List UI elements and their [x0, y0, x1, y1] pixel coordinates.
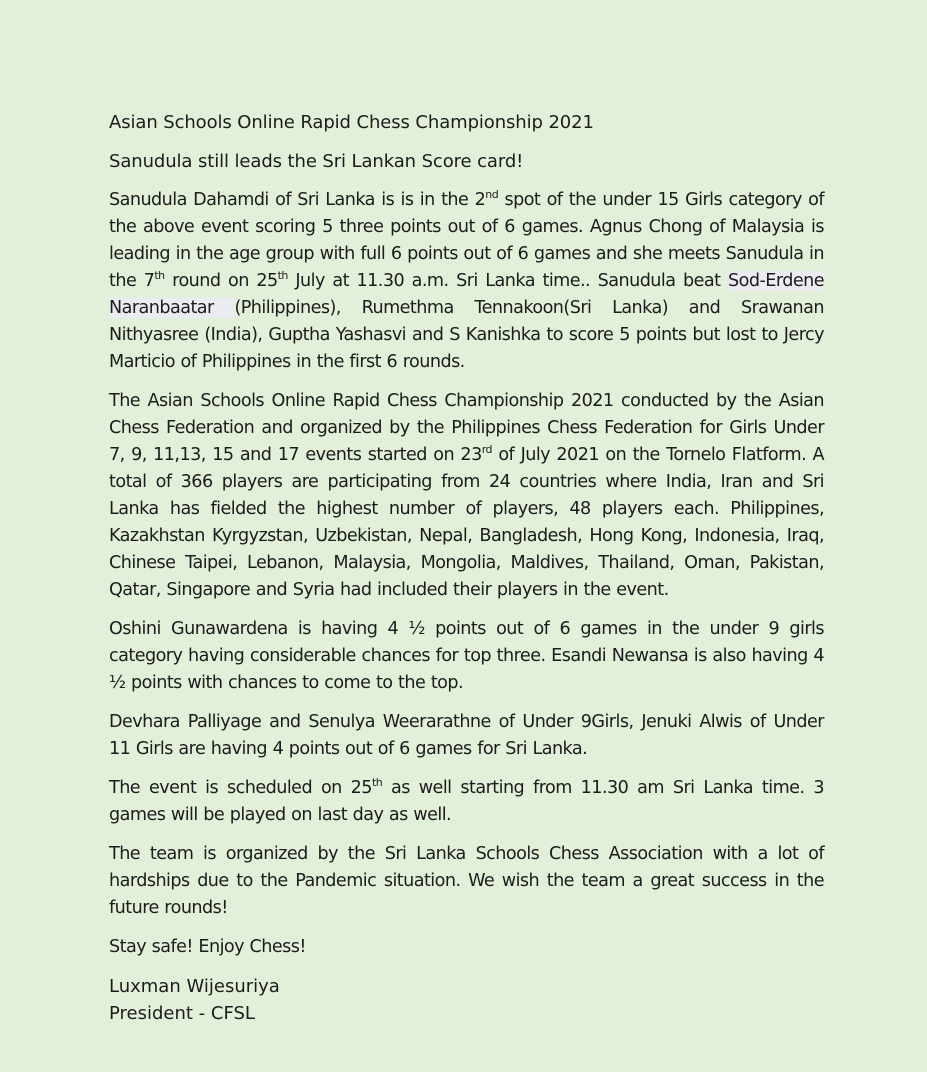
ordinal-suffix: th [277, 269, 288, 282]
p5-text-a: The event is scheduled on 25 [109, 778, 372, 798]
ordinal-suffix: th [154, 269, 165, 282]
ordinal-suffix: rd [481, 443, 492, 456]
paragraph-6: The team is organized by the Sri Lanka Schools Chess Association with a lot of hardships due to the Pandemic situation. We wish the team a great success in the future rounds! [109, 844, 824, 918]
closing-line: Stay safe! Enjoy Chess! [109, 937, 306, 957]
p1-text-e: (Philippines), Rumethma Tennakoon(Sri Lanka) and Srawanan Nithyasree (India), Guptha Yashasvi and S Kanishka to score 5 points but lost to Jercy Marticio of Philippines in the first 6 rounds. [109, 298, 824, 372]
p2-text-a: The Asian Schools Online Rapid Chess Championship 2021 conducted by the Asian Chess Federation and organized by the Philippines Chess Federation for Girls Under 7, 9, 11,13, 15 and 17 events started on 23 [109, 391, 824, 465]
p1-text-c: round on 25 [164, 271, 278, 291]
p1-text-b: spot of the under 15 Girls category of the above event scoring 5 three points out of 6 games. Agnus Chong of Malaysia is leading in the age group with full 6 points out of 6 games and she meets Sanudula in the 7 [109, 190, 824, 291]
p5-text-b: as well starting from 11.30 am Sri Lanka time. 3 games will be played on last day as well. [109, 778, 824, 825]
signature-role: President - CFSL [109, 1003, 255, 1024]
paragraph-2 [109, 388, 824, 604]
paragraph-5 [109, 775, 824, 829]
p1-text-a: Sanudula Dahamdi of Sri Lanka is is in the 2 [109, 190, 486, 210]
ordinal-suffix: th [371, 776, 383, 789]
article-subtitle: Sanudula still leads the Sri Lankan Score card! [109, 151, 524, 172]
p2-text-b: of July 2021 on the Tornelo Flatform. A total of 366 players are participating from 24 countries where India, Iran and Sri Lanka has fielded the highest number of players, 48 players each. Philippines, Kazakhstan Kyrgyzstan, Uzbekistan, Nepal, Bangladesh, Hong Kong, Indonesia, Iraq, Chinese Taipei, Lebanon, Malaysia, Mongolia, Maldives, Thailand, Oman, Pakistan, Qatar, Singapore and Syria had included their players in the event. [109, 445, 825, 600]
paragraph-3: Oshini Gunawardena is having 4 ½ points out of 6 games in the under 9 girls category having considerable chances for top three. Esandi Newansa is also having 4 ½ points with chances to come to the top. [109, 619, 824, 693]
paragraph-1 [109, 187, 824, 376]
highlighted-player-name: Sod-Erdene Naranbaatar [109, 271, 825, 318]
p1-text-d: July at 11.30 a.m. Sri Lanka time.. Sanudula beat [287, 271, 729, 291]
article-title: Asian Schools Online Rapid Chess Championship 2021 [109, 112, 594, 133]
paragraph-4: Devhara Palliyage and Senulya Weerarathne of Under 9Girls, Jenuki Alwis of Under 11 Girls are having 4 points out of 6 games for Sri Lanka. [109, 712, 824, 759]
article [109, 109, 824, 1027]
ordinal-suffix: nd [485, 188, 499, 201]
signature-block [109, 973, 824, 1027]
signature-name: Luxman Wijesuriya [109, 976, 280, 997]
